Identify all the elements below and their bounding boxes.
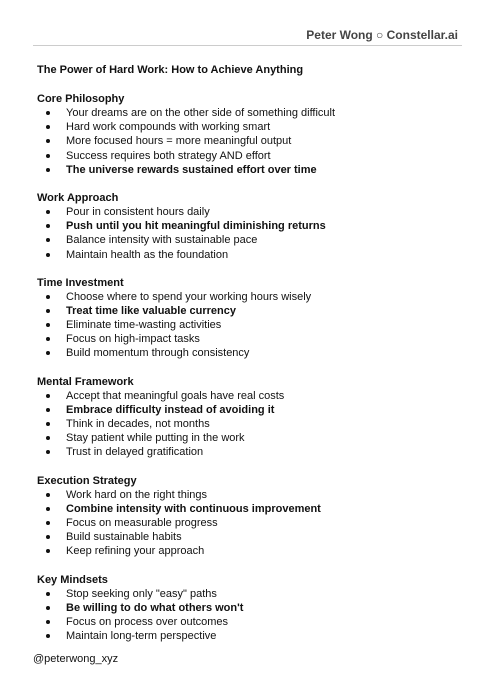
bullet-dot-icon (46, 351, 50, 355)
bullet-dot-icon (46, 535, 50, 539)
bullet-dot-icon (46, 253, 50, 257)
bullet-text: The universe rewards sustained effort over time (66, 163, 317, 176)
sections-container (37, 92, 477, 657)
section-heading: Execution Strategy (37, 474, 137, 487)
bullet-text: Focus on process over outcomes (66, 615, 229, 628)
bullet-item (37, 403, 477, 417)
bullet-item (37, 629, 477, 643)
bullet-text: Build momentum through consistency (66, 347, 250, 360)
bullet-text: Maintain long-term perspective (66, 630, 217, 643)
bullet-text: Maintain health as the foundation (66, 248, 229, 261)
bullet-dot-icon (46, 394, 50, 398)
page-header (0, 0, 495, 46)
header-divider (33, 45, 462, 46)
bullet-dot-icon (46, 422, 50, 426)
bullet-text: Focus on measurable progress (66, 516, 218, 529)
section-heading: Mental Framework (37, 375, 134, 388)
document-title: The Power of Hard Work: How to Achieve Anything (37, 64, 304, 76)
bullet-text: Think in decades, not months (66, 418, 210, 430)
bullet-dot-icon (46, 507, 50, 511)
section-heading: Key Mindsets (37, 573, 108, 586)
bullet-text: Your dreams are on the other side of something difficult (66, 107, 336, 119)
bullet-item (37, 120, 477, 134)
bullet-text: Success requires both strategy AND effort (66, 149, 271, 162)
bullet-item (37, 389, 477, 403)
bullet-item (37, 134, 477, 148)
bullet-dot-icon (46, 634, 50, 638)
bullet-dot-icon (46, 295, 50, 299)
bullet-text: Keep refining your approach (66, 545, 205, 558)
bullet-item (37, 431, 477, 445)
bullet-dot-icon (46, 224, 50, 228)
bullet-item (37, 248, 477, 262)
bullet-item (37, 346, 477, 360)
bullet-item (37, 601, 477, 615)
bullet-item (37, 530, 477, 544)
bullet-text: Embrace difficulty instead of avoiding it (66, 403, 275, 416)
section-heading: Time Investment (37, 276, 124, 289)
bullet-dot-icon (46, 139, 50, 143)
bullet-item (37, 332, 477, 346)
bullet-text: Push until you hit meaningful diminishing returns (66, 220, 326, 233)
bullet-item (37, 106, 477, 120)
bullet-item (37, 205, 477, 219)
bullet-dot-icon (46, 125, 50, 129)
bullet-text: Work hard on the right things (66, 488, 208, 501)
bullet-dot-icon (46, 210, 50, 214)
bullet-dot-icon (46, 592, 50, 596)
bullet-dot-icon (46, 323, 50, 327)
bullet-list (37, 587, 477, 644)
section (37, 375, 477, 460)
bullet-text: Hard work compounds with working smart (66, 121, 271, 134)
bullet-dot-icon (46, 493, 50, 497)
bullet-text: Build sustainable habits (66, 531, 182, 544)
section (37, 191, 477, 262)
bullet-list (37, 290, 477, 361)
bullet-text: Trust in delayed gratification (66, 446, 204, 459)
bullet-item (37, 502, 477, 516)
bullet-list (37, 389, 477, 460)
bullet-item (37, 318, 477, 332)
bullet-list (37, 205, 477, 262)
section-heading: Core Philosophy (37, 93, 125, 105)
bullet-item (37, 587, 477, 601)
bullet-text: Combine intensity with continuous improvement (66, 502, 321, 515)
bullet-item (37, 516, 477, 530)
bullet-dot-icon (46, 238, 50, 242)
bullet-text: Pour in consistent hours daily (66, 205, 210, 218)
bullet-item (37, 149, 477, 163)
bullet-dot-icon (46, 436, 50, 440)
bullet-text: Balance intensity with sustainable pace (66, 234, 258, 247)
bullet-dot-icon (46, 111, 50, 115)
bullet-text: Treat time like valuable currency (66, 304, 236, 317)
bullet-dot-icon (46, 606, 50, 610)
bullet-text: Stay patient while putting in the work (66, 432, 245, 445)
bullet-text: Stop seeking only "easy" paths (66, 587, 217, 600)
bullet-item (37, 219, 477, 233)
bullet-dot-icon (46, 620, 50, 624)
bullet-item (37, 163, 477, 177)
bullet-item (37, 233, 477, 247)
section (37, 92, 477, 177)
author-brand-label: Peter Wong ○ Constellar.ai (306, 28, 458, 42)
bullet-dot-icon (46, 549, 50, 553)
bullet-list (37, 106, 477, 177)
bullet-item (37, 304, 477, 318)
bullet-item (37, 445, 477, 459)
bullet-dot-icon (46, 337, 50, 341)
bullet-item (37, 417, 477, 431)
section-heading: Work Approach (37, 191, 119, 204)
section (37, 573, 477, 644)
bullet-dot-icon (46, 168, 50, 172)
footer-handle: @peterwong_xyz (33, 653, 119, 665)
bullet-list (37, 488, 477, 559)
bullet-text: More focused hours = more meaningful output (66, 135, 292, 148)
bullet-item (37, 290, 477, 304)
section (37, 276, 477, 361)
bullet-text: Focus on high-impact tasks (66, 333, 200, 346)
bullet-item (37, 488, 477, 502)
bullet-dot-icon (46, 450, 50, 454)
bullet-item (37, 544, 477, 558)
section (37, 474, 477, 559)
bullet-text: Be willing to do what others won't (66, 601, 244, 614)
bullet-text: Eliminate time-wasting activities (66, 319, 222, 332)
bullet-text: Choose where to spend your working hours wisely (66, 290, 312, 303)
bullet-dot-icon (46, 521, 50, 525)
bullet-dot-icon (46, 154, 50, 158)
bullet-dot-icon (46, 408, 50, 412)
bullet-item (37, 615, 477, 629)
bullet-dot-icon (46, 309, 50, 313)
bullet-text: Accept that meaningful goals have real costs (66, 389, 285, 402)
